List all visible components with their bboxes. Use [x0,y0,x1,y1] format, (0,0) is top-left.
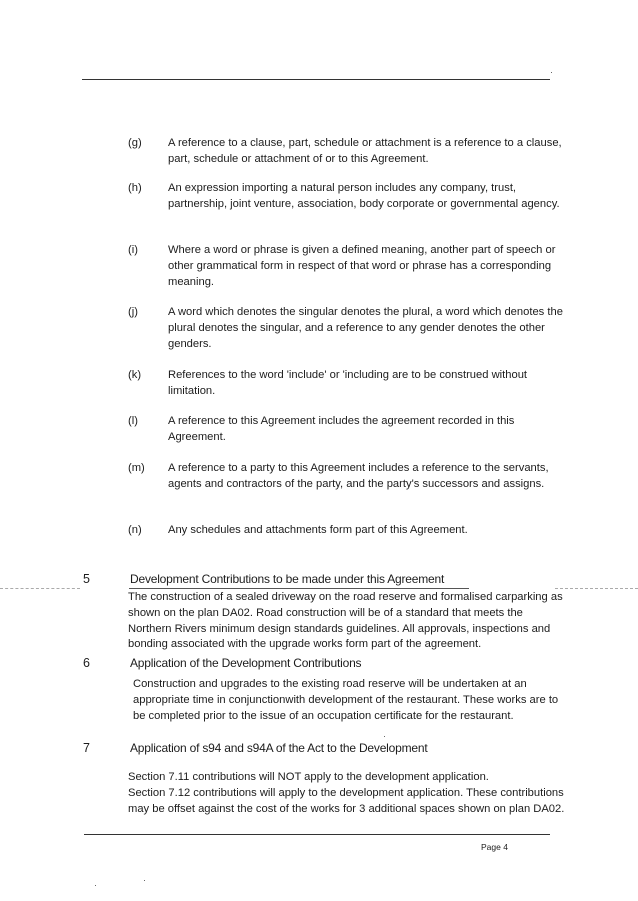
footer-rule [84,834,550,835]
section-body [128,770,574,817]
scan-speck [551,72,552,73]
clause-text: A reference to a clause, part, schedule or attachment is a reference to a clause, part, schedule or attachment of or to this Agreement. [168,137,562,165]
clause-j [128,305,568,352]
clause-label: (k) [128,369,142,381]
clause-h [128,181,568,213]
clause-i [128,243,568,290]
clause-label: (l) [128,415,138,427]
page-number: Page 4 [481,842,508,852]
clause-label: (j) [128,306,138,318]
clause-n [128,523,568,539]
section-number: 6 [83,656,90,670]
section-body: The construction of a sealed driveway on the road reserve and formalised carparking as shown on the plan DA02. Road construction will be of a standard that meets the Northern Rivers minimum design standards guidelines. All approvals, inspections and bonding associated with the upgrade works form part of the agreement. [128,591,563,651]
heading-underline [129,588,469,589]
clause-g [128,136,568,168]
header-rule [82,79,550,80]
section-heading: Application of s94 and s94A of the Act to the Development [130,741,428,755]
clause-k [128,368,568,400]
section-heading: Development Contributions to be made under this Agreement [130,572,445,586]
clause-text: A reference to a party to this Agreement includes a reference to the servants, agents and contractors of the party, and the party's successors and assigns. [168,462,549,490]
clause-text: Any schedules and attachments form part of this Agreement. [168,524,468,536]
clause-text: A reference to this Agreement includes the agreement recorded in this Agreement. [168,415,515,443]
section-number: 5 [83,572,90,586]
section-heading: Application of the Development Contributions [130,656,362,670]
clause-text: References to the word 'include' or 'including are to be construed without limitation. [168,369,528,397]
clause-text: Where a word or phrase is given a defined meaning, another part of speech or other grammatical form in respect of that word or phrase has a corresponding meaning. [168,244,556,288]
scan-artifact-line [0,588,80,589]
clause-label: (n) [128,524,142,536]
clause-label: (i) [128,244,138,256]
clause-text: A word which denotes the singular denotes the plural, a word which denotes the plural denotes the singular, and a reference to any gender denotes the other genders. [168,306,563,350]
scan-speck [384,736,385,737]
clause-text: An expression importing a natural person includes any company, trust, partnership, joint venture, association, body corporate or governmental agency. [168,182,560,210]
clause-label: (h) [128,182,142,194]
scan-artifact-line [555,588,638,589]
clause-label: (m) [128,462,145,474]
scan-speck [95,885,96,886]
clause-label: (g) [128,137,142,149]
clause-m [128,461,568,493]
body-line: Section 7.12 contributions will apply to the development application. These contributions may be offset against the cost of the works for 3 additional spaces shown on plan DA02. [128,786,565,815]
clause-l [128,414,568,446]
body-line: Section 7.11 contributions will NOT apply to the development application. [128,771,489,783]
section-number: 7 [83,741,90,755]
section-body: Construction and upgrades to the existing road reserve will be undertaken at an appropriate time in conjunctionwith development of the restaurant. These works are to be completed prior to the issue of an occupation certificate for the restaurant. [133,678,559,722]
scan-speck [144,880,145,881]
